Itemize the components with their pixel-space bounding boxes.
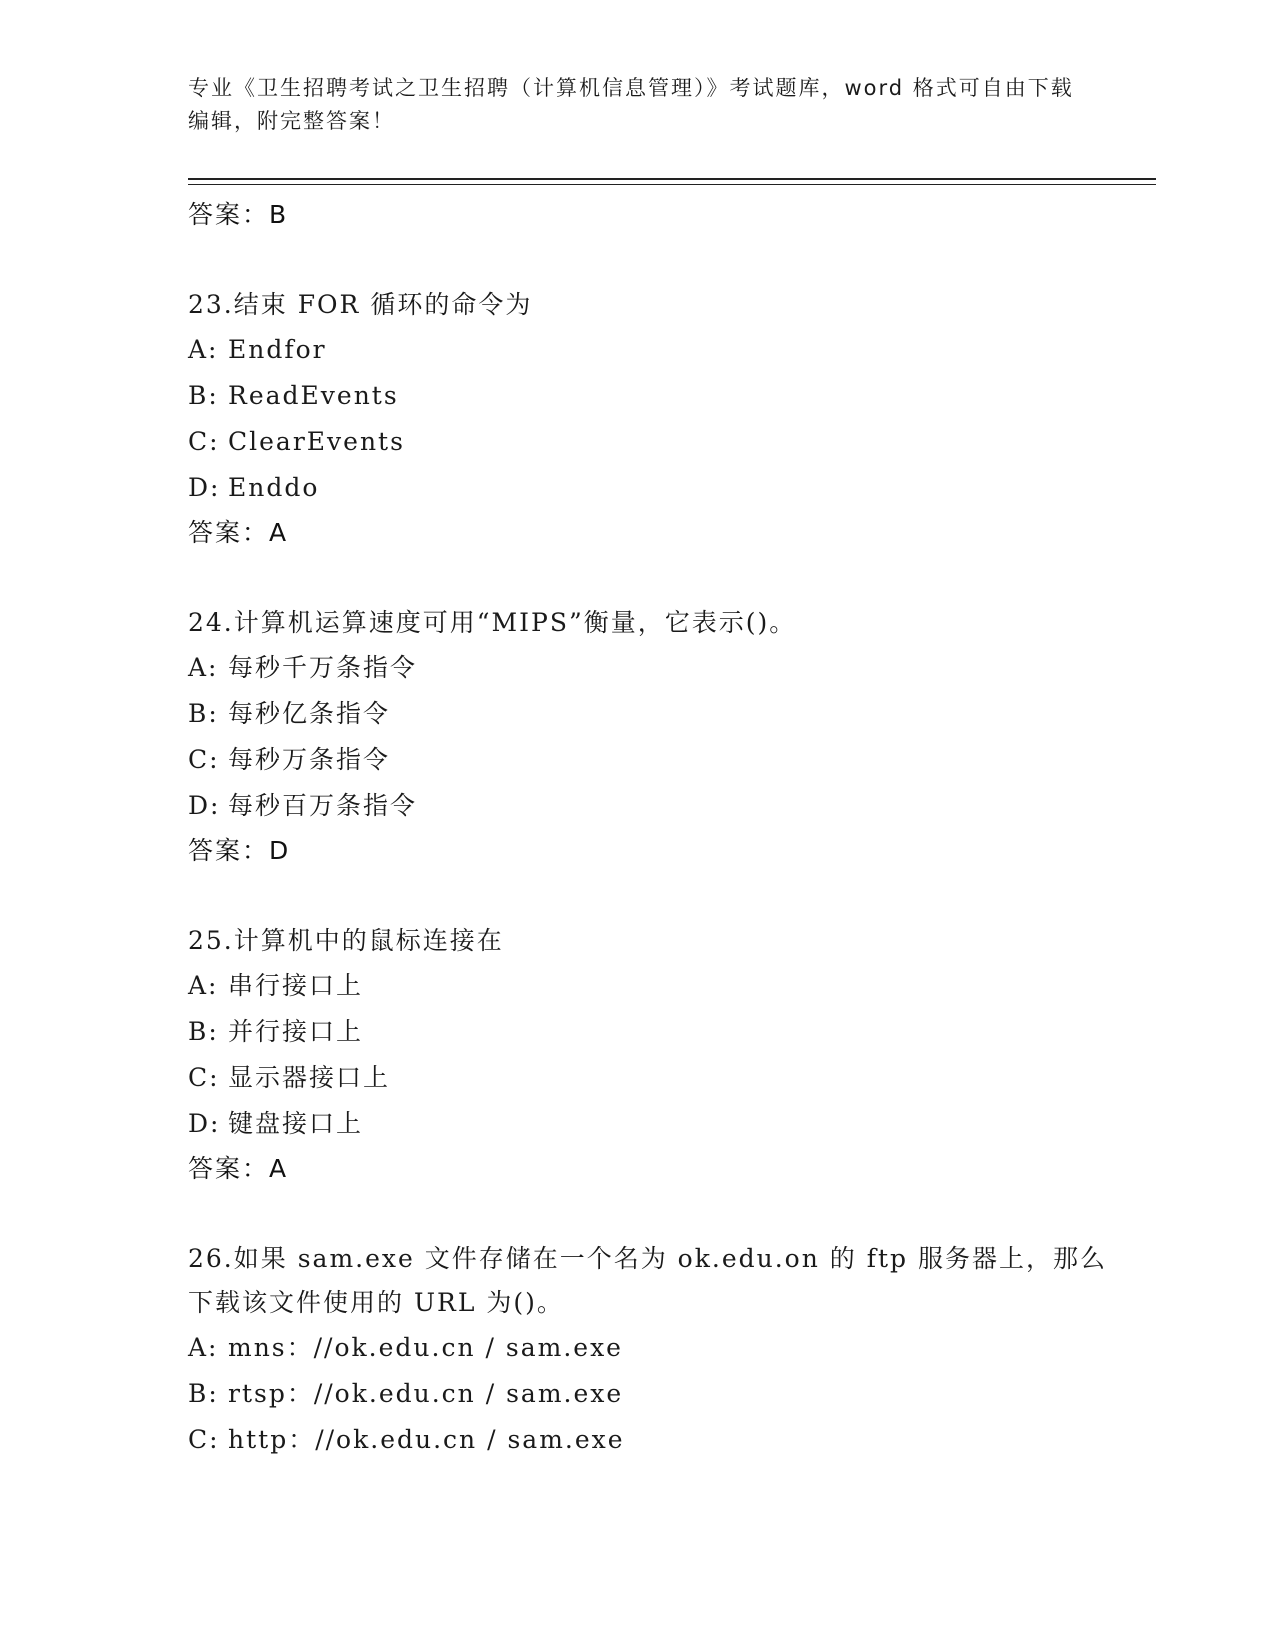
option-c [188,1055,1128,1101]
question-answer [188,829,1128,873]
option-b [188,373,1128,419]
option-d [188,465,1128,511]
spacer [188,873,1128,919]
question-23 [188,283,1128,555]
option-key: A: [188,1333,219,1362]
option-c [188,419,1128,465]
option-d [188,783,1128,829]
option-text: http：//ok.edu.cn / sam.exe [228,1425,625,1454]
option-text: Enddo [228,473,320,502]
option-text: rtsp：//ok.edu.cn / sam.exe [228,1379,624,1408]
previous-answer [188,193,1128,237]
answer-value: B [269,200,288,229]
question-answer [188,1147,1128,1191]
option-key: A: [188,653,219,682]
option-key: D: [188,1109,221,1138]
option-a [188,327,1128,373]
option-text: 显示器接口上 [228,1063,391,1092]
option-key: C: [188,1063,220,1092]
question-list [188,193,1128,1463]
option-key: C: [188,427,220,456]
option-b [188,1009,1128,1055]
option-text: mns：//ok.edu.cn / sam.exe [228,1333,623,1362]
document-header: 专业《卫生招聘考试之卫生招聘（计算机信息管理）》考试题库，word 格式可自由下载编辑，附完整答案！ [188,76,1074,133]
option-a [188,645,1128,691]
header-divider-thin [188,184,1156,185]
option-key: B: [188,381,219,410]
answer-value: A [269,1154,288,1183]
option-text: 键盘接口上 [228,1109,364,1138]
spacer [188,237,1128,283]
option-a [188,963,1128,1009]
option-text: ClearEvents [228,427,405,456]
spacer [188,1191,1128,1237]
option-key: B: [188,1017,219,1046]
option-text: 每秒万条指令 [228,745,391,774]
question-answer [188,511,1128,555]
question-stem: 26.如果 sam.exe 文件存储在一个名为 ok.edu.on 的 ftp 服务器上，那么下载该文件使用的 URL 为()。 [188,1244,1107,1317]
option-key: A: [188,335,219,364]
answer-value: A [269,518,288,547]
option-text: 串行接口上 [228,971,364,1000]
answer-label: 答案： [188,518,270,547]
option-b [188,691,1128,737]
option-text: 每秒亿条指令 [228,699,391,728]
option-text: 并行接口上 [228,1017,364,1046]
question-26 [188,1237,1128,1463]
answer-label: 答案： [188,836,270,865]
option-text: 每秒千万条指令 [228,653,418,682]
option-c [188,737,1128,783]
question-stem: 25.计算机中的鼠标连接在 [188,926,504,955]
answer-label: 答案： [188,200,270,229]
option-key: B: [188,699,219,728]
option-key: C: [188,745,220,774]
option-c [188,1417,1128,1463]
header-divider-thick [188,178,1156,180]
answer-value: D [269,836,290,865]
question-stem: 23.结束 FOR 循环的命令为 [188,290,533,319]
question-24 [188,601,1128,873]
option-key: A: [188,971,219,1000]
answer-label: 答案： [188,1154,270,1183]
option-text: Endfor [228,335,327,364]
option-key: B: [188,1379,219,1408]
option-text: 每秒百万条指令 [228,791,418,820]
option-key: C: [188,1425,220,1454]
spacer [188,555,1128,601]
question-25 [188,919,1128,1191]
option-key: D: [188,791,221,820]
option-d [188,1101,1128,1147]
option-a [188,1325,1128,1371]
option-text: ReadEvents [228,381,399,410]
option-b [188,1371,1128,1417]
option-key: D: [188,473,221,502]
question-stem: 24.计算机运算速度可用“MIPS”衡量，它表示()。 [188,608,797,637]
